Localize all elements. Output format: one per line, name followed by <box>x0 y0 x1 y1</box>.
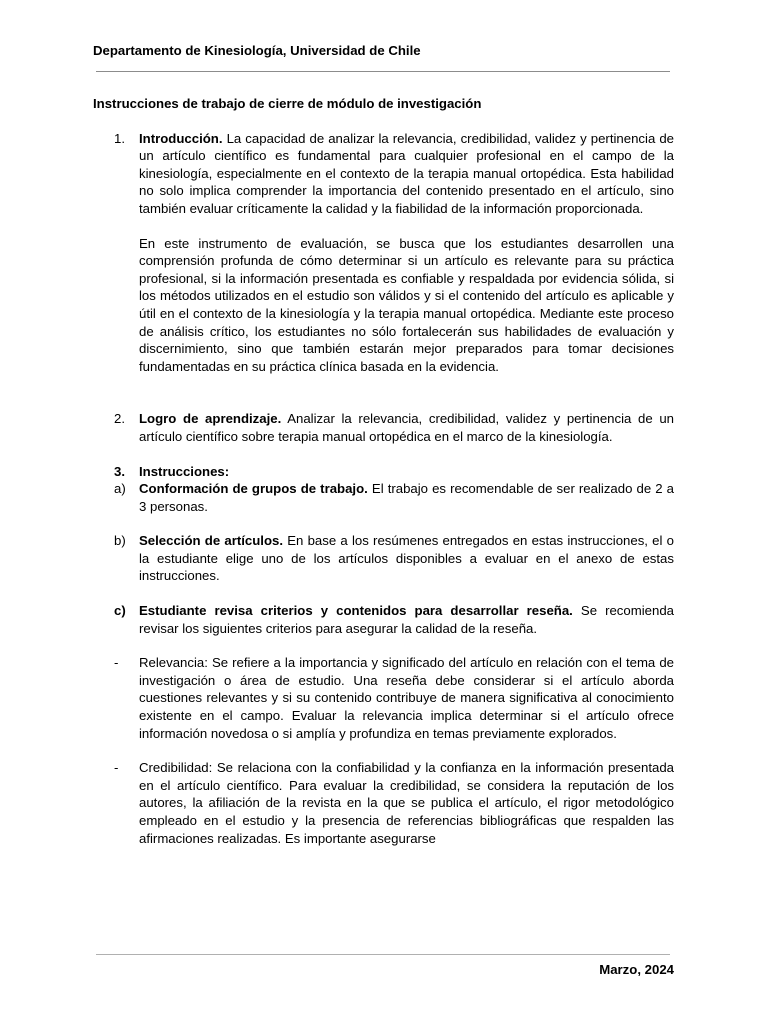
criterio-relevancia <box>93 654 674 742</box>
footer-rule <box>96 954 670 955</box>
section-instrucciones <box>93 463 674 481</box>
subitem-b <box>93 532 674 585</box>
list-marker: 2. <box>114 411 125 427</box>
instrucciones-heading: Instrucciones: <box>139 463 230 479</box>
document-title: Instrucciones de trabajo de cierre de módulo de investigación <box>93 96 482 111</box>
subitem-text: En base a los resúmenes entregados en estas instrucciones, el o la estudiante elige uno de los artículos disponibles a evaluar en el anexo de estas instrucciones. <box>139 533 674 584</box>
document-body <box>93 95 674 847</box>
criterio-text: Relevancia: Se refiere a la importancia y significado del artículo en relación con el tema de investigación o área de estudio. Una reseña debe considerar si el artículo aborda cuestiones relevantes y si su contenido contribuye de manera significativa al conocimiento existente en el campo. Evaluar la relevancia implica determinar si el artículo ofrece información novedosa o si amplía y profundiza en temas previamente explorados. <box>139 655 674 741</box>
list-marker: 3. <box>114 463 125 479</box>
list-marker: 1. <box>114 130 125 146</box>
subitem-a <box>93 480 674 515</box>
header-rule <box>96 71 670 72</box>
page-footer: Marzo, 2024 <box>599 962 674 977</box>
subitem-heading: Estudiante revisa criterios y contenidos para desarrollar reseña. <box>139 603 573 619</box>
logro-text: Analizar la relevancia, credibilidad, validez y pertinencia de un artículo científico sobre terapia manual ortopédica en el marco de la kinesiología. <box>139 411 674 444</box>
intro-paragraph-1 <box>139 130 674 218</box>
list-marker: b) <box>114 533 126 549</box>
list-marker: - <box>114 655 119 671</box>
logro-paragraph <box>139 410 674 445</box>
page-header: Departamento de Kinesiología, Universidad de Chile <box>93 43 421 58</box>
list-marker: c) <box>114 603 126 619</box>
list-marker: a) <box>114 481 126 497</box>
section-introduccion <box>93 130 674 376</box>
subitem-heading: Conformación de grupos de trabajo. <box>139 481 368 497</box>
section-logro <box>93 410 674 445</box>
subitem-text: Se recomienda revisar los siguientes criterios para asegurar la calidad de la reseña. <box>139 603 674 636</box>
list-marker: - <box>114 760 119 776</box>
subitem-heading: Selección de artículos. <box>139 533 284 549</box>
criterio-credibilidad <box>93 759 674 847</box>
intro-text-1: La capacidad de analizar la relevancia, credibilidad, validez y pertinencia de un artículo científico es fundamental para cualquier profesional en el campo de la kinesiología, especialmente en el contexto de la terapia manual ortopédica. Esta habilidad no solo implica comprender la importancia del contenido presentado en el artículo, sino también evaluar críticamente la calidad y la fiabilidad de la información proporcionada. <box>139 130 674 216</box>
subitem-text: El trabajo es recomendable de ser realizado de 2 a 3 personas. <box>139 481 675 514</box>
subitem-c <box>93 602 674 637</box>
intro-paragraph-2: En este instrumento de evaluación, se busca que los estudiantes desarrollen una comprensión profunda de cómo determinar si un artículo es relevante para su práctica profesional, si la información presentada es confiable y respaldada por evidencia sólida, si los métodos utilizados en el estudio son válidos y si el contenido del artículo es aplicable y útil en el contexto de la kinesiología y la terapia manual ortopédica. Mediante este proceso de análisis crítico, los estudiantes no sólo fortalecerán sus habilidades de evaluación y discernimiento, sino que también estarán mejor preparados para tomar decisiones fundamentadas en su práctica clínica basada en la evidencia. <box>139 235 674 374</box>
section-heading: Introducción. <box>139 130 223 146</box>
criterio-text: Credibilidad: Se relaciona con la confiabilidad y la confianza en la información presentada en el artículo científico. Para evaluar la credibilidad, se considera la reputación de los autores, la afiliación de la revista en la que se publica el artículo, el rigor metodológico empleado en el estudio y la presencia de referencias bibliográficas que respalden las afirmaciones realizadas. Es importante asegurarse <box>139 760 674 846</box>
section-heading: Logro de aprendizaje. <box>139 411 282 427</box>
